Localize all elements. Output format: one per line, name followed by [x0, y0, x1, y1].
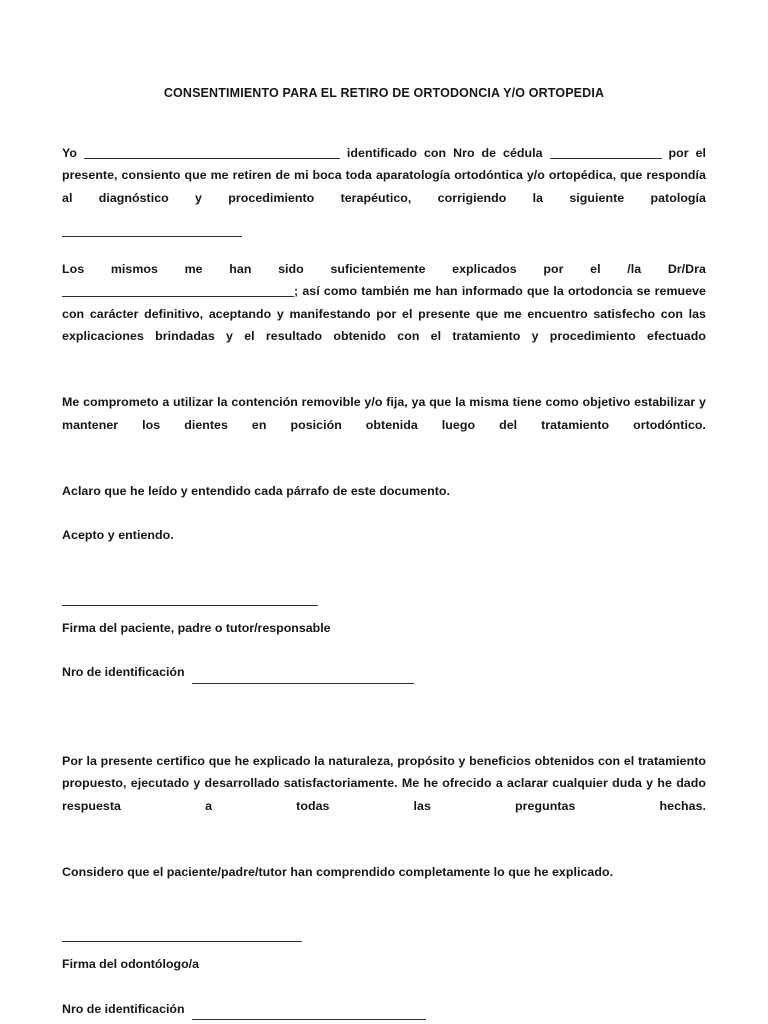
paragraph-retention-commitment: Me comprometo a utilizar la contención removible y/o fija, ya que la misma tiene como objetivo estabilizar y mantener los dientes en posición obtenida luego del tratamiento ortodóntico. — [62, 395, 706, 432]
paragraph-consent-identity — [62, 142, 706, 232]
patient-id-blank[interactable] — [192, 670, 414, 684]
paragraph2-continuation: ; así como también me han informado que la ortodoncia se remueve con carácter definitivo, aceptando y manifestando por el presente que me encuentro satisfecho con las explicaciones brindadas y el resultado obtenido con el tratamiento y procedimiento efectuado — [62, 284, 706, 344]
paragraph2-lead: Los mismos me han sido suficientemente explicados por el /la Dr/Dra — [62, 261, 706, 276]
paragraph1-lead: Yo — [62, 145, 78, 160]
patient-name-blank[interactable] — [84, 158, 340, 159]
patient-cedula-blank[interactable] — [550, 158, 662, 159]
paragraph-dentist-certification: Por la presente certifico que he explicado la naturaleza, propósito y beneficios obtenidos con el tratamiento propuesto, ejecutado y desarrollado satisfactoriamente. Me he ofrecido a aclarar cualquier duda y he dado respuesta a todas las preguntas hechas. — [62, 753, 706, 813]
paragraph-accept: Acepto y entiendo. — [62, 528, 174, 543]
paragraph-read-understood: Aclaro que he leído y entendido cada párrafo de este documento. — [62, 483, 451, 498]
dentist-id-row — [62, 998, 706, 1021]
dentist-id-blank[interactable] — [192, 1006, 426, 1020]
dentist-signature-label: Firma del odontólogo/a — [62, 957, 199, 972]
paragraph-dentist-consideration: Considero que el paciente/padre/tutor han comprendido completamente lo que he explicado. — [62, 864, 614, 879]
paragraph1-cedula-label: identificado con Nro de cédula — [346, 145, 543, 160]
document-body — [62, 142, 706, 1021]
paragraph1-continuation: por el presente, consiento que me retiren de mi boca toda aparatología ortodóntica y/o ortopédica, que respondía al diagnóstico y procedimiento terapéutico, corrigiendo la siguiente patología — [62, 145, 707, 205]
patient-signature-block — [62, 605, 706, 684]
dentist-signature-block — [62, 941, 706, 1020]
page-title: CONSENTIMIENTO PARA EL RETIRO DE ORTODONCIA Y/O ORTOPEDIA — [163, 86, 605, 100]
doctor-name-blank[interactable] — [62, 296, 294, 297]
dentist-id-label: Nro de identificación — [62, 1001, 185, 1016]
paragraph-explanations — [62, 258, 706, 371]
patient-id-label: Nro de identificación — [62, 665, 185, 680]
patient-signature-label: Firma del paciente, padre o tutor/responsable — [62, 620, 331, 635]
patient-id-row — [62, 661, 706, 684]
